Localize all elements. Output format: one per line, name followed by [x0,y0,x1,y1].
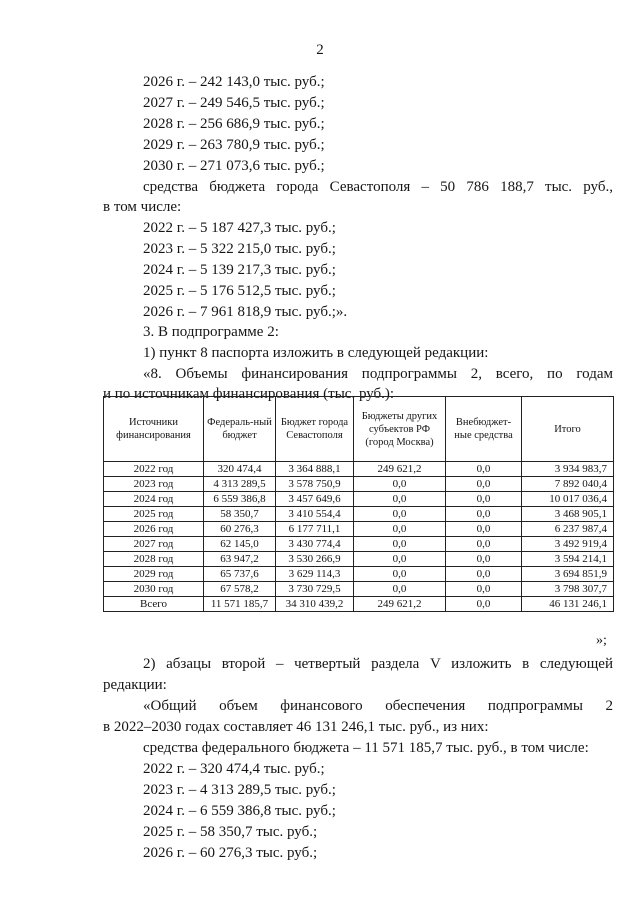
table-row [104,477,614,492]
cell-other-subjects: 0,0 [354,552,446,567]
cell-sevastopol: 3 364 888,1 [276,462,354,477]
cell-total: 46 131 246,1 [522,597,614,612]
cell-extrabudgetary: 0,0 [446,537,522,552]
cell-sevastopol: 34 310 439,2 [276,597,354,612]
financing-table [103,396,614,612]
item-8-line-1: «8. Объемы финансирования подпрограммы 2, всего, по годам [143,366,613,382]
cell-other-subjects: 0,0 [354,492,446,507]
cell-total: 3 694 851,9 [522,567,614,582]
cell-extrabudgetary: 0,0 [446,567,522,582]
cell-total: 7 892 040,4 [522,477,614,492]
cell-total: 6 237 987,4 [522,522,614,537]
cell-federal: 6 559 386,8 [204,492,276,507]
cell-extrabudgetary: 0,0 [446,552,522,567]
table-row [104,597,614,612]
header-other-subjects: Бюджеты других субъектов РФ (город Москва) [354,397,446,462]
fed-year-2025: 2025 г. – 58 350,7 тыс. руб.; [143,824,318,840]
cell-year: 2025 год [104,507,204,522]
item-1: 1) пункт 8 паспорта изложить в следующей редакции: [143,345,489,361]
cell-federal: 67 578,2 [204,582,276,597]
table-close-quote: »; [596,633,607,648]
cell-total: 3 468 905,1 [522,507,614,522]
item-2-line-2: редакции: [103,677,167,693]
cell-extrabudgetary: 0,0 [446,492,522,507]
cell-extrabudgetary: 0,0 [446,582,522,597]
header-sources: Источники финансирования [104,397,204,462]
table-header-row [104,397,614,462]
cell-sevastopol: 3 578 750,9 [276,477,354,492]
cell-year: 2027 год [104,537,204,552]
header-sevastopol: Бюджет города Севастополя [276,397,354,462]
cell-year: 2030 год [104,582,204,597]
cell-sevastopol: 3 457 649,6 [276,492,354,507]
cell-federal: 11 571 185,7 [204,597,276,612]
line-2026: 2026 г. – 242 143,0 тыс. руб.; [143,74,325,90]
sevastopol-budget-line: средства бюджета города Севастополя – 50 786 188,7 тыс. руб., [143,179,613,195]
cell-other-subjects: 0,0 [354,582,446,597]
cell-federal: 63 947,2 [204,552,276,567]
sev-year-2023: 2023 г. – 5 322 215,0 тыс. руб.; [143,241,336,257]
cell-extrabudgetary: 0,0 [446,507,522,522]
sevastopol-budget-including: в том числе: [103,199,182,215]
sev-year-2024: 2024 г. – 5 139 217,3 тыс. руб.; [143,262,336,278]
cell-year: 2024 год [104,492,204,507]
cell-sevastopol: 3 530 266,9 [276,552,354,567]
cell-extrabudgetary: 0,0 [446,462,522,477]
cell-other-subjects: 0,0 [354,507,446,522]
sev-year-2026: 2026 г. – 7 961 818,9 тыс. руб.;». [143,304,348,320]
cell-year: 2022 год [104,462,204,477]
cell-federal: 60 276,3 [204,522,276,537]
cell-total: 10 017 036,4 [522,492,614,507]
table-row [104,507,614,522]
cell-other-subjects: 0,0 [354,567,446,582]
fed-year-2024: 2024 г. – 6 559 386,8 тыс. руб.; [143,803,336,819]
cell-total: 3 798 307,7 [522,582,614,597]
line-2030: 2030 г. – 271 073,6 тыс. руб.; [143,158,325,174]
line-2028: 2028 г. – 256 686,9 тыс. руб.; [143,116,325,132]
cell-sevastopol: 3 730 729,5 [276,582,354,597]
cell-year: Всего [104,597,204,612]
cell-federal: 62 145,0 [204,537,276,552]
line-2029: 2029 г. – 263 780,9 тыс. руб.; [143,137,325,153]
table-row [104,552,614,567]
sev-year-2025: 2025 г. – 5 176 512,5 тыс. руб.; [143,283,336,299]
cell-year: 2029 год [104,567,204,582]
cell-federal: 4 313 289,5 [204,477,276,492]
cell-extrabudgetary: 0,0 [446,477,522,492]
cell-other-subjects: 0,0 [354,537,446,552]
header-federal: Федераль-ный бюджет [204,397,276,462]
fed-year-2022: 2022 г. – 320 474,4 тыс. руб.; [143,761,325,777]
cell-year: 2028 год [104,552,204,567]
cell-total: 3 934 983,7 [522,462,614,477]
page-number: 2 [316,42,324,58]
cell-federal: 65 737,6 [204,567,276,582]
cell-year: 2023 год [104,477,204,492]
cell-other-subjects: 0,0 [354,522,446,537]
cell-federal: 58 350,7 [204,507,276,522]
cell-other-subjects: 0,0 [354,477,446,492]
item-2-line-1: 2) абзацы второй – четвертый раздела V изложить в следующей [143,656,613,672]
table-row [104,492,614,507]
cell-total: 3 492 919,4 [522,537,614,552]
header-extrabudgetary: Внебюджет-ные средства [446,397,522,462]
table-row [104,522,614,537]
cell-federal: 320 474,4 [204,462,276,477]
fed-year-2023: 2023 г. – 4 313 289,5 тыс. руб.; [143,782,336,798]
header-total: Итого [522,397,614,462]
item-8-line-2: и по источникам финансирования (тыс. руб.): [103,386,395,402]
cell-year: 2026 год [104,522,204,537]
total-line-1: «Общий объем финансового обеспечения подпрограммы 2 [143,698,613,714]
cell-sevastopol: 3 629 114,3 [276,567,354,582]
table-row [104,537,614,552]
total-line-2: в 2022–2030 годах составляет 46 131 246,1 тыс. руб., из них: [103,719,489,735]
cell-other-subjects: 249 621,2 [354,597,446,612]
table-row [104,582,614,597]
table-row [104,567,614,582]
federal-budget-line: средства федерального бюджета – 11 571 185,7 тыс. руб., в том числе: [143,740,589,756]
cell-total: 3 594 214,1 [522,552,614,567]
cell-other-subjects: 249 621,2 [354,462,446,477]
cell-extrabudgetary: 0,0 [446,522,522,537]
cell-sevastopol: 6 177 711,1 [276,522,354,537]
sev-year-2022: 2022 г. – 5 187 427,3 тыс. руб.; [143,220,336,236]
fed-year-2026: 2026 г. – 60 276,3 тыс. руб.; [143,845,318,861]
table-row [104,462,614,477]
cell-extrabudgetary: 0,0 [446,597,522,612]
line-2027: 2027 г. – 249 546,5 тыс. руб.; [143,95,325,111]
cell-sevastopol: 3 430 774,4 [276,537,354,552]
subprogram-heading: 3. В подпрограмме 2: [143,324,279,340]
cell-sevastopol: 3 410 554,4 [276,507,354,522]
